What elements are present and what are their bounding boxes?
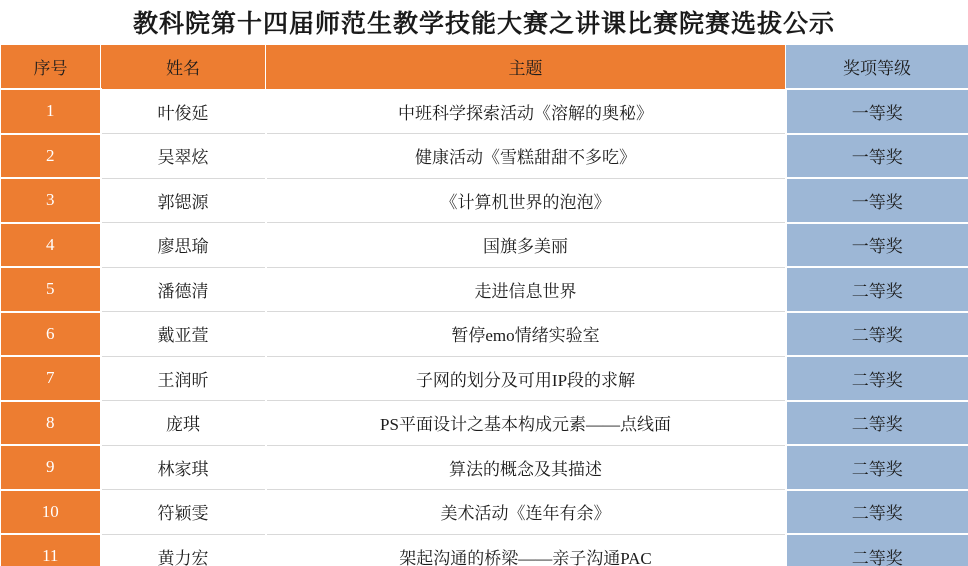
document-title-row bbox=[0, 0, 968, 44]
cell-topic: 算法的概念及其描述 bbox=[266, 445, 786, 490]
cell-award: 二等奖 bbox=[786, 401, 968, 446]
cell-topic: 子网的划分及可用IP段的求解 bbox=[266, 356, 786, 401]
table-row bbox=[1, 178, 968, 223]
cell-award: 二等奖 bbox=[786, 267, 968, 312]
cell-index: 4 bbox=[1, 223, 101, 268]
cell-award: 二等奖 bbox=[786, 312, 968, 357]
table-header bbox=[1, 45, 968, 90]
cell-topic: 美术活动《连年有余》 bbox=[266, 490, 786, 535]
table-row bbox=[1, 534, 968, 566]
table-row bbox=[1, 356, 968, 401]
table-body bbox=[1, 89, 968, 566]
table-row bbox=[1, 490, 968, 535]
cell-name: 廖思瑜 bbox=[101, 223, 266, 268]
cell-index: 3 bbox=[1, 178, 101, 223]
cell-award: 一等奖 bbox=[786, 89, 968, 134]
cell-name: 戴亚萱 bbox=[101, 312, 266, 357]
cell-index: 11 bbox=[1, 534, 101, 566]
column-header-name: 姓名 bbox=[101, 45, 266, 90]
cell-topic: 国旗多美丽 bbox=[266, 223, 786, 268]
cell-name: 庞琪 bbox=[101, 401, 266, 446]
column-header-topic: 主题 bbox=[266, 45, 786, 90]
cell-topic: 走进信息世界 bbox=[266, 267, 786, 312]
cell-topic: 《计算机世界的泡泡》 bbox=[266, 178, 786, 223]
cell-index: 6 bbox=[1, 312, 101, 357]
cell-award: 一等奖 bbox=[786, 223, 968, 268]
cell-name: 吴翠炫 bbox=[101, 134, 266, 179]
cell-award: 二等奖 bbox=[786, 445, 968, 490]
cell-name: 黄力宏 bbox=[101, 534, 266, 566]
table-row bbox=[1, 312, 968, 357]
page-title: 教科院第十四届师范生教学技能大赛之讲课比赛院赛选拔公示 bbox=[132, 11, 835, 38]
cell-index: 1 bbox=[1, 89, 101, 134]
cell-index: 9 bbox=[1, 445, 101, 490]
cell-topic: 健康活动《雪糕甜甜不多吃》 bbox=[266, 134, 786, 179]
cell-name: 叶俊延 bbox=[101, 89, 266, 134]
column-header-award: 奖项等级 bbox=[786, 45, 968, 90]
cell-index: 7 bbox=[1, 356, 101, 401]
table-row bbox=[1, 267, 968, 312]
cell-award: 一等奖 bbox=[786, 178, 968, 223]
results-table bbox=[0, 44, 968, 566]
cell-award: 二等奖 bbox=[786, 534, 968, 566]
cell-index: 8 bbox=[1, 401, 101, 446]
results-table-container bbox=[0, 44, 968, 566]
cell-name: 郭锶源 bbox=[101, 178, 266, 223]
cell-award: 二等奖 bbox=[786, 490, 968, 535]
table-row bbox=[1, 401, 968, 446]
cell-name: 潘德清 bbox=[101, 267, 266, 312]
table-row bbox=[1, 223, 968, 268]
cell-name: 王润昕 bbox=[101, 356, 266, 401]
cell-topic: 架起沟通的桥梁——亲子沟通PAC bbox=[266, 534, 786, 566]
cell-award: 二等奖 bbox=[786, 356, 968, 401]
cell-index: 2 bbox=[1, 134, 101, 179]
cell-index: 10 bbox=[1, 490, 101, 535]
cell-topic: 暂停emo情绪实验室 bbox=[266, 312, 786, 357]
cell-name: 林家琪 bbox=[101, 445, 266, 490]
table-row bbox=[1, 89, 968, 134]
table-row bbox=[1, 445, 968, 490]
cell-award: 一等奖 bbox=[786, 134, 968, 179]
cell-index: 5 bbox=[1, 267, 101, 312]
cell-name: 符颖雯 bbox=[101, 490, 266, 535]
column-header-index: 序号 bbox=[1, 45, 101, 90]
table-row bbox=[1, 134, 968, 179]
cell-topic: 中班科学探索活动《溶解的奥秘》 bbox=[266, 89, 786, 134]
table-header-row bbox=[1, 45, 968, 90]
cell-topic: PS平面设计之基本构成元素——点线面 bbox=[266, 401, 786, 446]
